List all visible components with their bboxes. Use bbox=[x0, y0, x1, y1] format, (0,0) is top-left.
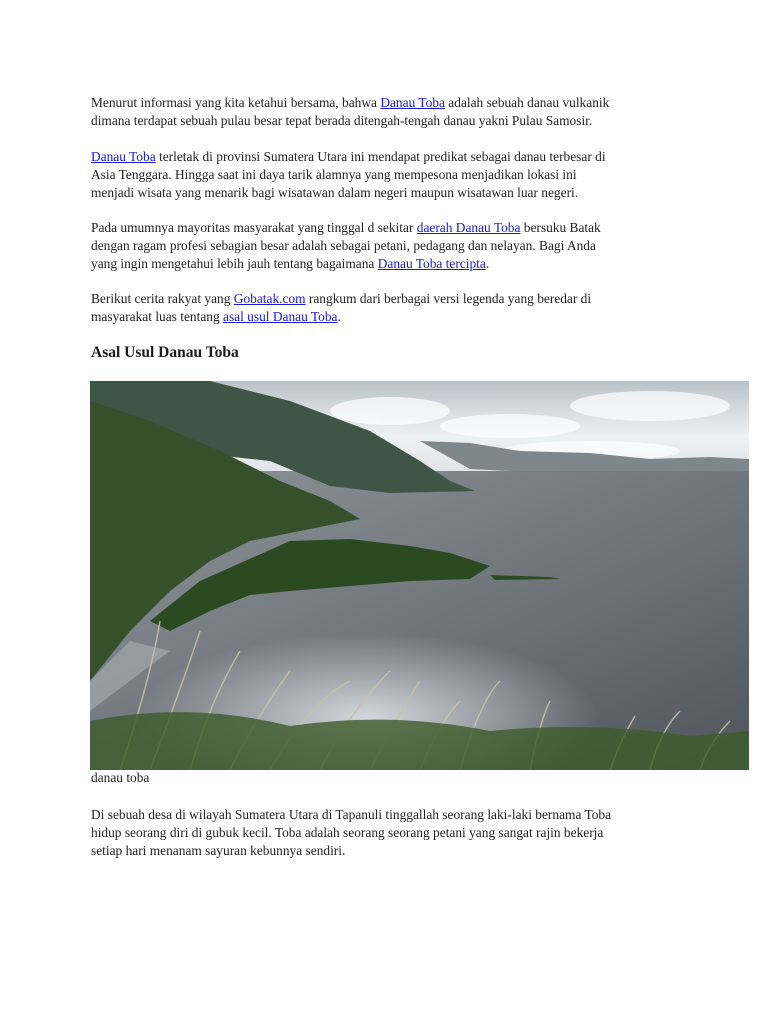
photo-caption: danau toba bbox=[91, 770, 150, 785]
text-line bbox=[91, 148, 691, 166]
lake-toba-photo bbox=[90, 381, 749, 770]
text-line: Asia Tenggara. Hingga saat ini daya tarik alamnya yang mempesona menjadikan lokasi ini bbox=[91, 166, 577, 182]
text-segment: yang ingin mengetahui lebih jauh tentang bagaimana bbox=[91, 255, 378, 271]
text-line: dimana terdapat sebuah pulau besar tepat berada ditengah-tengah danau yakni Pulau Samosir. bbox=[91, 112, 593, 128]
lake-landscape-image bbox=[90, 381, 749, 770]
text-segment: rangkum dari berbagai versi legenda yang beredar di bbox=[305, 291, 592, 306]
text-line: setiap hari menanam sayuran kebunnya sendiri. bbox=[91, 842, 346, 858]
link-gobatak[interactable]: Gobatak.com bbox=[233, 291, 306, 306]
text-line: Di sebuah desa di wilayah Sumatera Utara di Tapanuli tinggallah seorang laki-laki bernama Toba bbox=[91, 807, 612, 822]
text-segment: . bbox=[337, 308, 341, 324]
people-paragraph bbox=[91, 219, 691, 272]
story-paragraph bbox=[91, 806, 691, 859]
text-segment: masyarakat luas tentang bbox=[91, 308, 223, 324]
link-danau-toba[interactable]: Danau Toba bbox=[380, 95, 445, 110]
text-segment: Menurut informasi yang kita ketahui bersama, bahwa bbox=[91, 95, 381, 110]
text-line: dengan ragam profesi sebagian besar adalah sebagai petani, pedagang dan nelayan. Bagi Anda bbox=[91, 237, 596, 253]
text-line bbox=[91, 94, 691, 112]
link-danau-toba-tercipta[interactable]: Danau Toba tercipta bbox=[377, 255, 486, 271]
text-line bbox=[91, 255, 691, 273]
text-line bbox=[91, 290, 691, 308]
text-segment: . bbox=[485, 255, 490, 271]
link-daerah-danau-toba[interactable]: daerah Danau Toba bbox=[416, 220, 521, 235]
text-line: hidup seorang diri di gubuk kecil. Toba adalah seorang seorang petani yang sangat rajin bekerja bbox=[91, 824, 604, 840]
text-segment: Pada umumnya mayoritas masyarakat yang tinggal d sekitar bbox=[91, 220, 417, 235]
link-danau-toba-2[interactable]: Danau Toba bbox=[91, 149, 156, 164]
text-segment: Berikut cerita rakyat yang bbox=[91, 291, 234, 306]
intro-paragraph bbox=[91, 94, 691, 130]
text-line bbox=[91, 219, 691, 237]
section-heading: Asal Usul Danau Toba bbox=[91, 344, 239, 361]
text-line bbox=[91, 308, 691, 326]
text-segment: terletak di provinsi Sumatera Utara ini mendapat predikat sebagai danau terbesar di bbox=[155, 149, 606, 164]
text-line: menjadi wisata yang menarik bagi wisatawan dalam negeri maupun wisatawan luar negeri. bbox=[91, 184, 579, 200]
legend-paragraph bbox=[91, 290, 691, 326]
link-asal-usul[interactable]: asal usul Danau Toba bbox=[223, 308, 338, 324]
text-segment: adalah sebuah danau vulkanik bbox=[444, 95, 610, 110]
location-paragraph bbox=[91, 148, 691, 201]
text-segment: bersuku Batak bbox=[520, 220, 601, 235]
